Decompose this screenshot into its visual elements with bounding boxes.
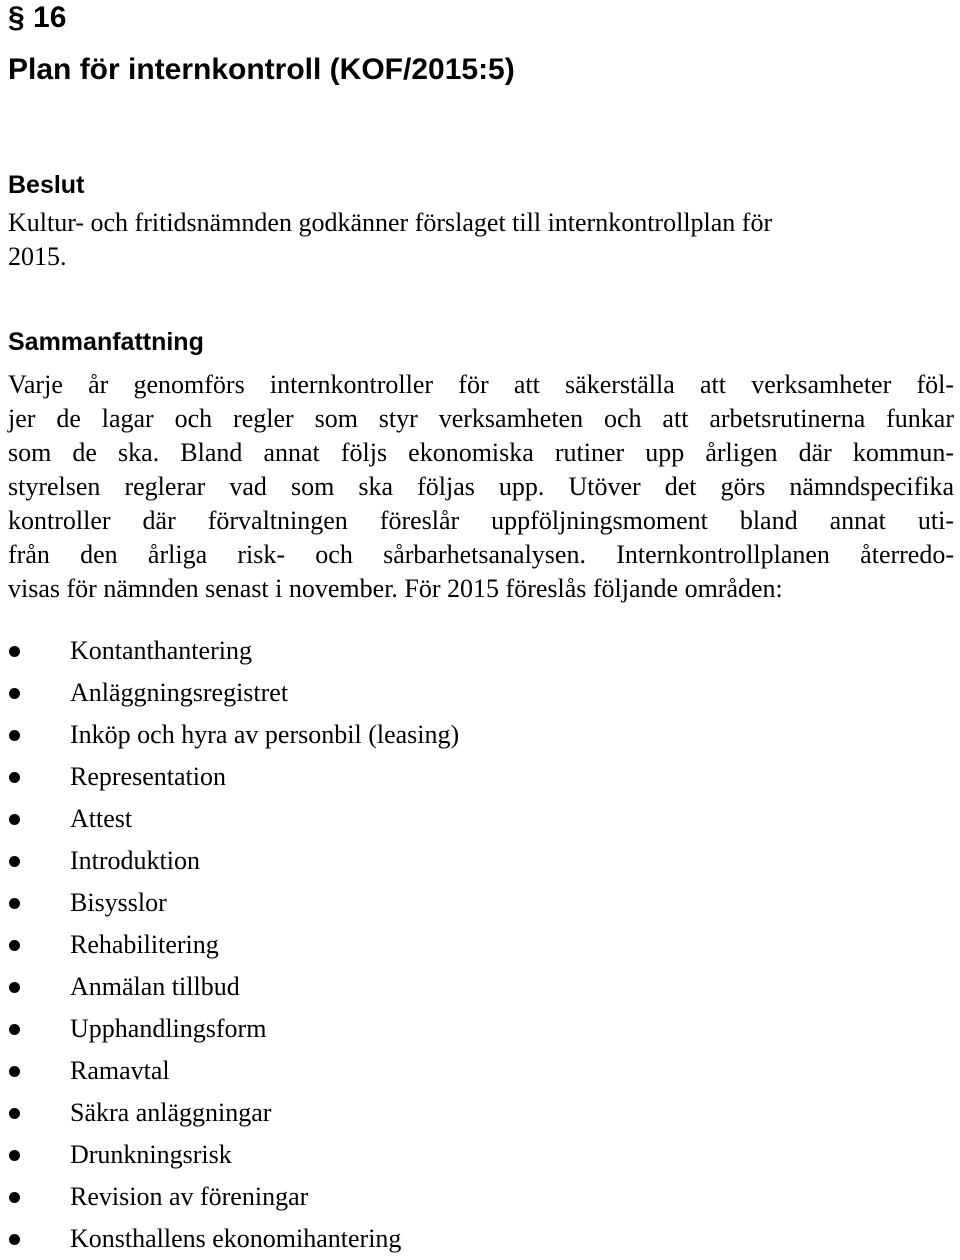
list-item-label: Representation bbox=[70, 762, 226, 791]
bullet-icon bbox=[9, 856, 20, 867]
decision-line: Kultur- och fritidsnämnden godkänner förslaget till internkontrollplan för bbox=[8, 208, 773, 237]
bullet-icon bbox=[9, 1150, 20, 1161]
list-item-label: Introduktion bbox=[70, 846, 200, 875]
list-item-label: Revision av föreningar bbox=[70, 1182, 309, 1211]
list-item bbox=[8, 672, 459, 714]
areas-list bbox=[8, 630, 459, 1260]
summary-heading: Sammanfattning bbox=[8, 328, 204, 356]
bullet-icon bbox=[9, 730, 20, 741]
bullet-icon bbox=[9, 1234, 20, 1245]
list-item bbox=[8, 798, 459, 840]
summary-line: som de ska. Bland annat följs ekonomiska rutiner upp årligen där kommun- bbox=[8, 438, 954, 467]
list-item bbox=[8, 882, 459, 924]
bullet-icon bbox=[9, 940, 20, 951]
page-title: Plan för internkontroll (KOF/2015:5) bbox=[8, 53, 515, 86]
bullet-icon bbox=[9, 1108, 20, 1119]
summary-line: visas för nämnden senast i november. För 2015 föreslås följande områden: bbox=[8, 574, 783, 603]
list-item bbox=[8, 1218, 459, 1260]
bullet-icon bbox=[9, 1192, 20, 1203]
bullet-icon bbox=[9, 1066, 20, 1077]
decision-paragraph bbox=[8, 206, 954, 274]
bullet-icon bbox=[9, 688, 20, 699]
decision-heading: Beslut bbox=[8, 171, 85, 199]
list-item bbox=[8, 1008, 459, 1050]
list-item bbox=[8, 924, 459, 966]
list-item bbox=[8, 756, 459, 798]
list-item-label: Säkra anläggningar bbox=[70, 1098, 272, 1127]
list-item-label: Upphandlingsform bbox=[70, 1014, 267, 1043]
bullet-icon bbox=[9, 772, 20, 783]
summary-line: kontroller där förvaltningen föreslår uppföljningsmoment bland annat uti- bbox=[8, 506, 954, 535]
list-item-label: Anläggningsregistret bbox=[70, 678, 289, 707]
bullet-icon bbox=[9, 1024, 20, 1035]
summary-line: från den årliga risk- och sårbarhetsanalysen. Internkontrollplanen återredo- bbox=[8, 540, 954, 569]
section-number: § 16 bbox=[8, 1, 67, 34]
summary-line: Varje år genomförs internkontroller för att säkerställa att verksamheter föl- bbox=[8, 370, 954, 399]
list-item bbox=[8, 1092, 459, 1134]
list-item bbox=[8, 714, 459, 756]
list-item bbox=[8, 840, 459, 882]
list-item-label: Bisysslor bbox=[70, 888, 167, 917]
list-item bbox=[8, 1134, 459, 1176]
list-item bbox=[8, 1050, 459, 1092]
bullet-icon bbox=[9, 898, 20, 909]
bullet-icon bbox=[9, 982, 20, 993]
bullet-icon bbox=[9, 814, 20, 825]
list-item-label: Inköp och hyra av personbil (leasing) bbox=[70, 720, 460, 749]
summary-line: styrelsen reglerar vad som ska följas upp. Utöver det görs nämndspecifika bbox=[8, 472, 954, 501]
list-item-label: Rehabilitering bbox=[70, 930, 219, 959]
list-item-label: Attest bbox=[70, 804, 133, 833]
list-item-label: Konsthallens ekonomihantering bbox=[70, 1224, 402, 1253]
list-item-label: Anmälan tillbud bbox=[70, 972, 240, 1001]
summary-line: jer de lagar och regler som styr verksamheten och att arbetsrutinerna funkar bbox=[8, 404, 954, 433]
list-item bbox=[8, 1176, 459, 1218]
list-item bbox=[8, 630, 459, 672]
list-item-label: Drunkningsrisk bbox=[70, 1140, 232, 1169]
list-item bbox=[8, 966, 459, 1008]
list-item-label: Ramavtal bbox=[70, 1056, 170, 1085]
list-item-label: Kontanthantering bbox=[70, 636, 252, 665]
decision-line: 2015. bbox=[8, 242, 67, 271]
bullet-icon bbox=[9, 646, 20, 657]
summary-paragraph bbox=[8, 368, 954, 606]
